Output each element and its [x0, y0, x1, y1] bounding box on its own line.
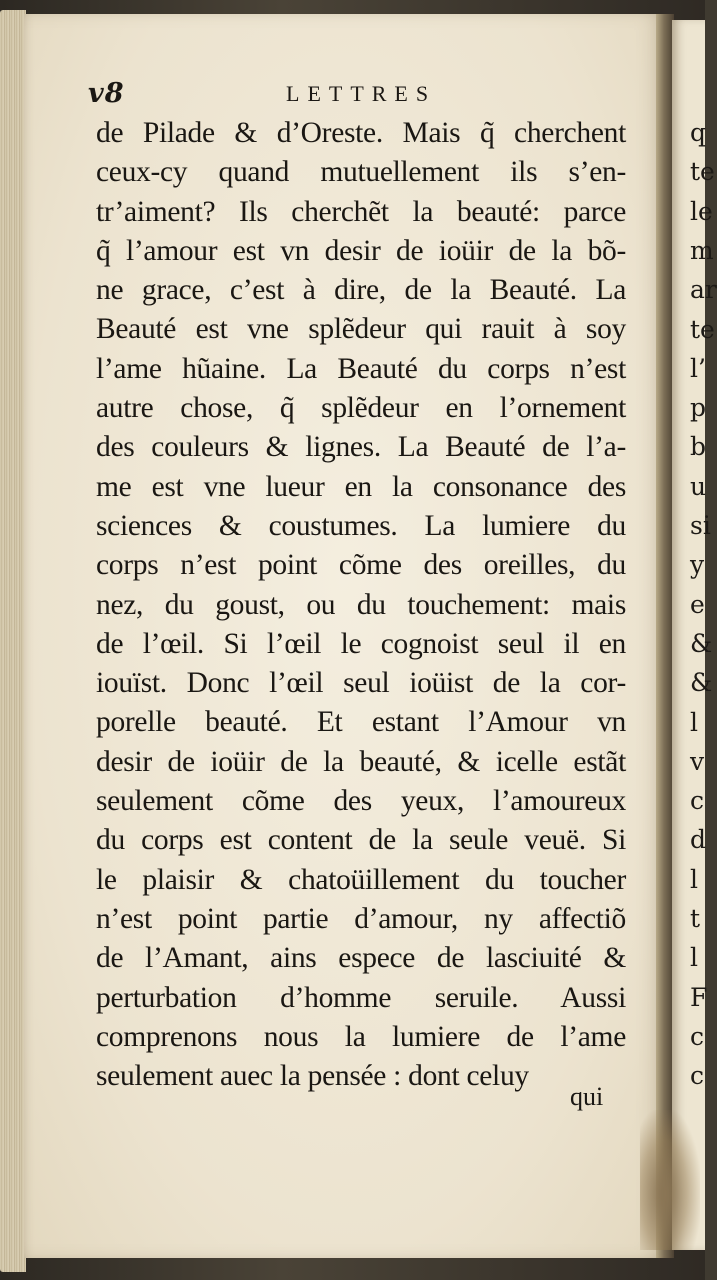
- facing-page-fragment: v: [690, 746, 705, 776]
- text-line: l’ame hũaine. La Beauté du corps n’est: [96, 352, 626, 385]
- facing-page-fragment: c: [690, 1021, 705, 1051]
- text-line: Beauté est vne splẽdeur qui rauit à soy: [96, 313, 626, 346]
- text-line: tr’aiment? Ils cherchẽt la beauté: parce: [96, 195, 626, 228]
- facing-page-fragment: b: [690, 432, 707, 462]
- water-stain: [640, 1110, 700, 1250]
- facing-page-fragment: si: [690, 511, 711, 540]
- text-line: q̃ l’amour est vn desir de ioüir de la bõ-: [96, 234, 626, 267]
- facing-page-fragment: te: [690, 157, 715, 187]
- text-line: perturbation d’homme seruile. Aussi: [96, 981, 626, 1014]
- text-line: autre chose, q̃ splẽdeur en l’ornement: [96, 392, 626, 425]
- text-line: corps n’est point cõme des oreilles, du: [96, 549, 626, 582]
- facing-page-fragment: c: [690, 786, 705, 816]
- text-line: desir de ioüir de la beauté, & icelle estãt: [96, 745, 626, 778]
- page-edges: [0, 10, 26, 1272]
- running-head: LETTRES: [286, 81, 437, 106]
- text-line: ne grace, c’est à dire, de la Beauté. La: [96, 274, 626, 307]
- text-line: porelle beauté. Et estant l’Amour vn: [96, 706, 626, 739]
- facing-page-fragment: p: [690, 393, 707, 423]
- text-line: le plaisir & chatoüillement du toucher: [96, 863, 626, 896]
- text-line: seulement cõme des yeux, l’amoureux: [96, 785, 626, 818]
- text-line: de l’Amant, ains espece de lasciuité &: [96, 942, 626, 975]
- body-text: [96, 114, 626, 1096]
- text-line: nez, du goust, ou du touchement: mais: [96, 588, 626, 621]
- facing-page-fragment: ar: [690, 275, 717, 305]
- facing-page-fragment: l: [690, 943, 698, 973]
- facing-page-fragment: te: [690, 314, 715, 344]
- text-line: me est vne lueur en la consonance des: [96, 470, 626, 503]
- facing-page-fragment: &: [690, 628, 713, 658]
- facing-page-fragment: F: [690, 982, 708, 1012]
- facing-page-fragment: y: [690, 550, 705, 580]
- text-line: iouïst. Donc l’œil seul ioüist de la cor-: [96, 667, 626, 700]
- text-line: du corps est content de la seule veuë. Si: [96, 824, 626, 857]
- facing-page-fragment: l: [690, 707, 698, 737]
- facing-page-fragment: c: [690, 1061, 705, 1091]
- text-line: seulement auec la pensée : dont celuy: [96, 1060, 529, 1093]
- facing-page-fragment: l: [690, 864, 698, 894]
- text-line: des couleurs & lignes. La Beauté de l’a-: [96, 431, 626, 464]
- facing-page-fragment: m: [690, 235, 714, 265]
- facing-page-fragment: e: [690, 589, 705, 619]
- facing-page-fragment: le: [690, 196, 713, 226]
- facing-page-fragment: d: [690, 825, 707, 855]
- text-line: de Pilade & d’Oreste. Mais q̃ cherchent: [96, 117, 626, 149]
- text-line: ceux-cy quand mutuellement ils s’en-: [96, 156, 626, 189]
- text-line: sciences & coustumes. La lumiere du: [96, 509, 626, 542]
- text-line: comprenons nous la lumiere de l’ame: [96, 1020, 626, 1053]
- facing-page-fragment: u: [690, 471, 707, 501]
- facing-page-fragment: q: [690, 118, 707, 147]
- facing-page-edge: [672, 20, 717, 1250]
- facing-page-fragment: l’: [690, 353, 706, 383]
- facing-page-fragment: &: [690, 668, 713, 698]
- text-line: n’est point partie d’amour, ny affectiõ: [96, 902, 626, 935]
- page-number: v8: [88, 78, 125, 109]
- page-header: [88, 78, 628, 118]
- catchword: qui: [570, 1082, 604, 1111]
- facing-page-fragment: t: [690, 904, 701, 933]
- text-line: de l’œil. Si l’œil le cognoist seul il en: [96, 627, 626, 660]
